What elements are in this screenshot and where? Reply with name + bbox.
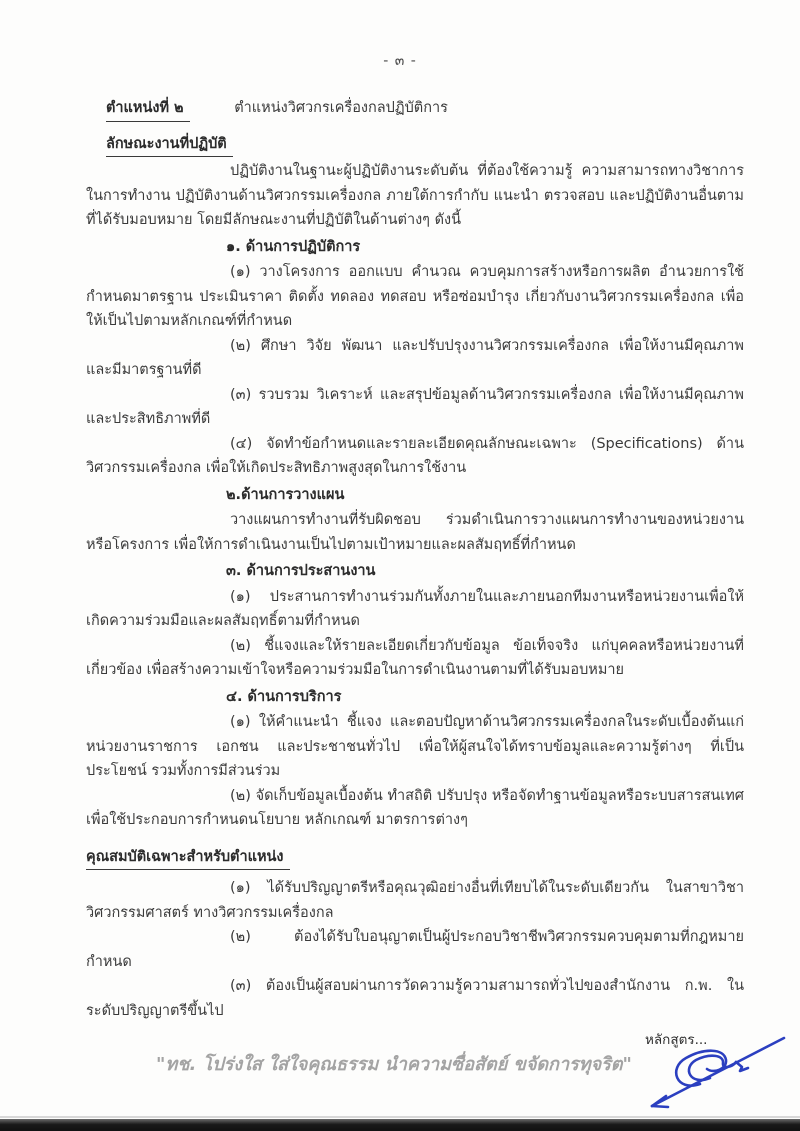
scan-edge-strip — [0, 1119, 800, 1131]
qualification-item: (๑) ได้รับปริญญาตรีหรือคุณวุฒิอย่างอื่นที่เทียบได้ในระดับเดียวกัน ในสาขาวิชาวิศวกรรมศาสตร์ ทางวิศวกรรมเครื่องกล — [86, 880, 744, 921]
scan-edge-line — [0, 1116, 800, 1118]
duty-item: (๑) วางโครงการ ออกแบบ คำนวณ ควบคุมการสร้างหรือการผลิต อำนวยการใช้ กำหนดมาตรฐาน ประเมินราคา ติดตั้ง ทดลอง ทดสอบ หรือซ่อมบำรุง เกี่ยวกับงานวิศวกรรมเครื่องกล เพื่อให้เป็นไปตามหลักเกณฑ์ที่กำหนด — [86, 264, 744, 329]
duty-item: (๔) จัดทำข้อกำหนดและรายละเอียดคุณลักษณะเฉพาะ (Specifications) ด้านวิศวกรรมเครื่องกล เพื่อให้เกิดประสิทธิภาพสูงสุดในการใช้งาน — [86, 435, 744, 476]
job-description-heading-row — [106, 132, 744, 158]
duty-section-3-title: ๓. ด้านการประสานงาน — [226, 563, 376, 579]
position-title: ตำแหน่งวิศวกรเครื่องกลปฏิบัติการ — [234, 100, 448, 116]
duty-item: (๑) ประสานการทำงานร่วมกันทั้งภายในและภายนอกทีมงานหรือหน่วยงานเพื่อให้เกิดความร่วมมือและผลสัมฤทธิ์ตามที่กำหนด — [86, 588, 744, 629]
duty-item: (๑) ให้คำแนะนำ ชี้แจง และตอบปัญหาด้านวิศวกรรมเครื่องกลในระดับเบื้องต้นแก่หน่วยงานราชการ เอกชน และประชาชนทั่วไป เพื่อให้ผู้สนใจได้ทราบข้อมูลและความรู้ต่างๆ ที่เป็นประโยชน์ รวมทั้งการมีส่วนร่วม — [86, 714, 744, 779]
qualifications-heading-row — [86, 845, 744, 871]
duty-section-2-title: ๒.ด้านการวางแผน — [226, 486, 345, 503]
page-number: - ๓ - — [383, 53, 417, 69]
duty-section-4-title: ๔. ด้านการบริการ — [226, 688, 342, 705]
watermark-slogan: "ทช. โปร่งใส ใส่ใจคุณธรรม นำความซื่อสัตย์ ขจัดการทุจริต" — [156, 1054, 632, 1075]
qualification-item: (๓) ต้องเป็นผู้สอบผ่านการวัดความรู้ความสามารถทั่วไปของสำนักงาน ก.พ. ในระดับปริญญาตรีขึ้นไป — [86, 978, 744, 1019]
job-description-heading: ลักษณะงานที่ปฏิบัติ — [106, 132, 233, 158]
position-row — [106, 96, 744, 122]
duty-item: (๒) ชี้แจงและให้รายละเอียดเกี่ยวกับข้อมูล ข้อเท็จจริง แก่บุคคลหรือหน่วยงานที่เกี่ยวข้อง เพื่อสร้างความเข้าใจหรือความร่วมมือในการดำเนินงานตามที่ได้รับมอบหมาย — [86, 637, 744, 678]
position-label: ตำแหน่งที่ ๒ — [106, 96, 190, 122]
job-intro-paragraph: ปฏิบัติงานในฐานะผู้ปฏิบัติงานระดับต้น ที่ต้องใช้ความรู้ ความสามารถทางวิชาการในการทำงาน ปฏิบัติงานด้านวิศวกรรมเครื่องกล ภายใต้การกำกับ แนะนำ ตรวจสอบ และปฏิบัติงานอื่นตามที่ได้รับมอบหมาย โดยมีลักษณะงานที่ปฏิบัติในด้านต่างๆ ดังนี้ — [86, 163, 744, 228]
duty-item: (๒) ศึกษา วิจัย พัฒนา และปรับปรุงงานวิศวกรรมเครื่องกล เพื่อให้งานมีคุณภาพ และมีมาตรฐานที่ดี — [86, 337, 744, 378]
duty-item: (๒) จัดเก็บข้อมูลเบื้องต้น ทำสถิติ ปรับปรุง หรือจัดทำฐานข้อมูลหรือระบบสารสนเทศ เพื่อใช้ประกอบการกำหนดนโยบาย หลักเกณฑ์ มาตรการต่างๆ — [86, 787, 744, 828]
duty-section-1-title: ๑. ด้านการปฏิบัติการ — [226, 238, 361, 255]
duty-item: วางแผนการทำงานที่รับผิดชอบ ร่วมดำเนินการวางแผนการทำงานของหน่วยงานหรือโครงการ เพื่อให้การดำเนินงานเป็นไปตามเป้าหมายและผลสัมฤทธิ์ที่กำหนด — [86, 512, 744, 553]
curriculum-note: หลักสูตร... — [645, 1032, 708, 1048]
duty-item: (๓) รวบรวม วิเคราะห์ และสรุปข้อมูลด้านวิศวกรรมเครื่องกล เพื่อให้งานมีคุณภาพและประสิทธิภาพที่ดี — [86, 386, 744, 427]
qualifications-heading: คุณสมบัติเฉพาะสำหรับตำแหน่ง — [86, 845, 290, 871]
document-content — [0, 96, 800, 1023]
qualification-item: (๒) ต้องได้รับใบอนุญาตเป็นผู้ประกอบวิชาชีพวิศวกรรมควบคุมตามที่กฎหมายกำหนด — [86, 929, 744, 970]
